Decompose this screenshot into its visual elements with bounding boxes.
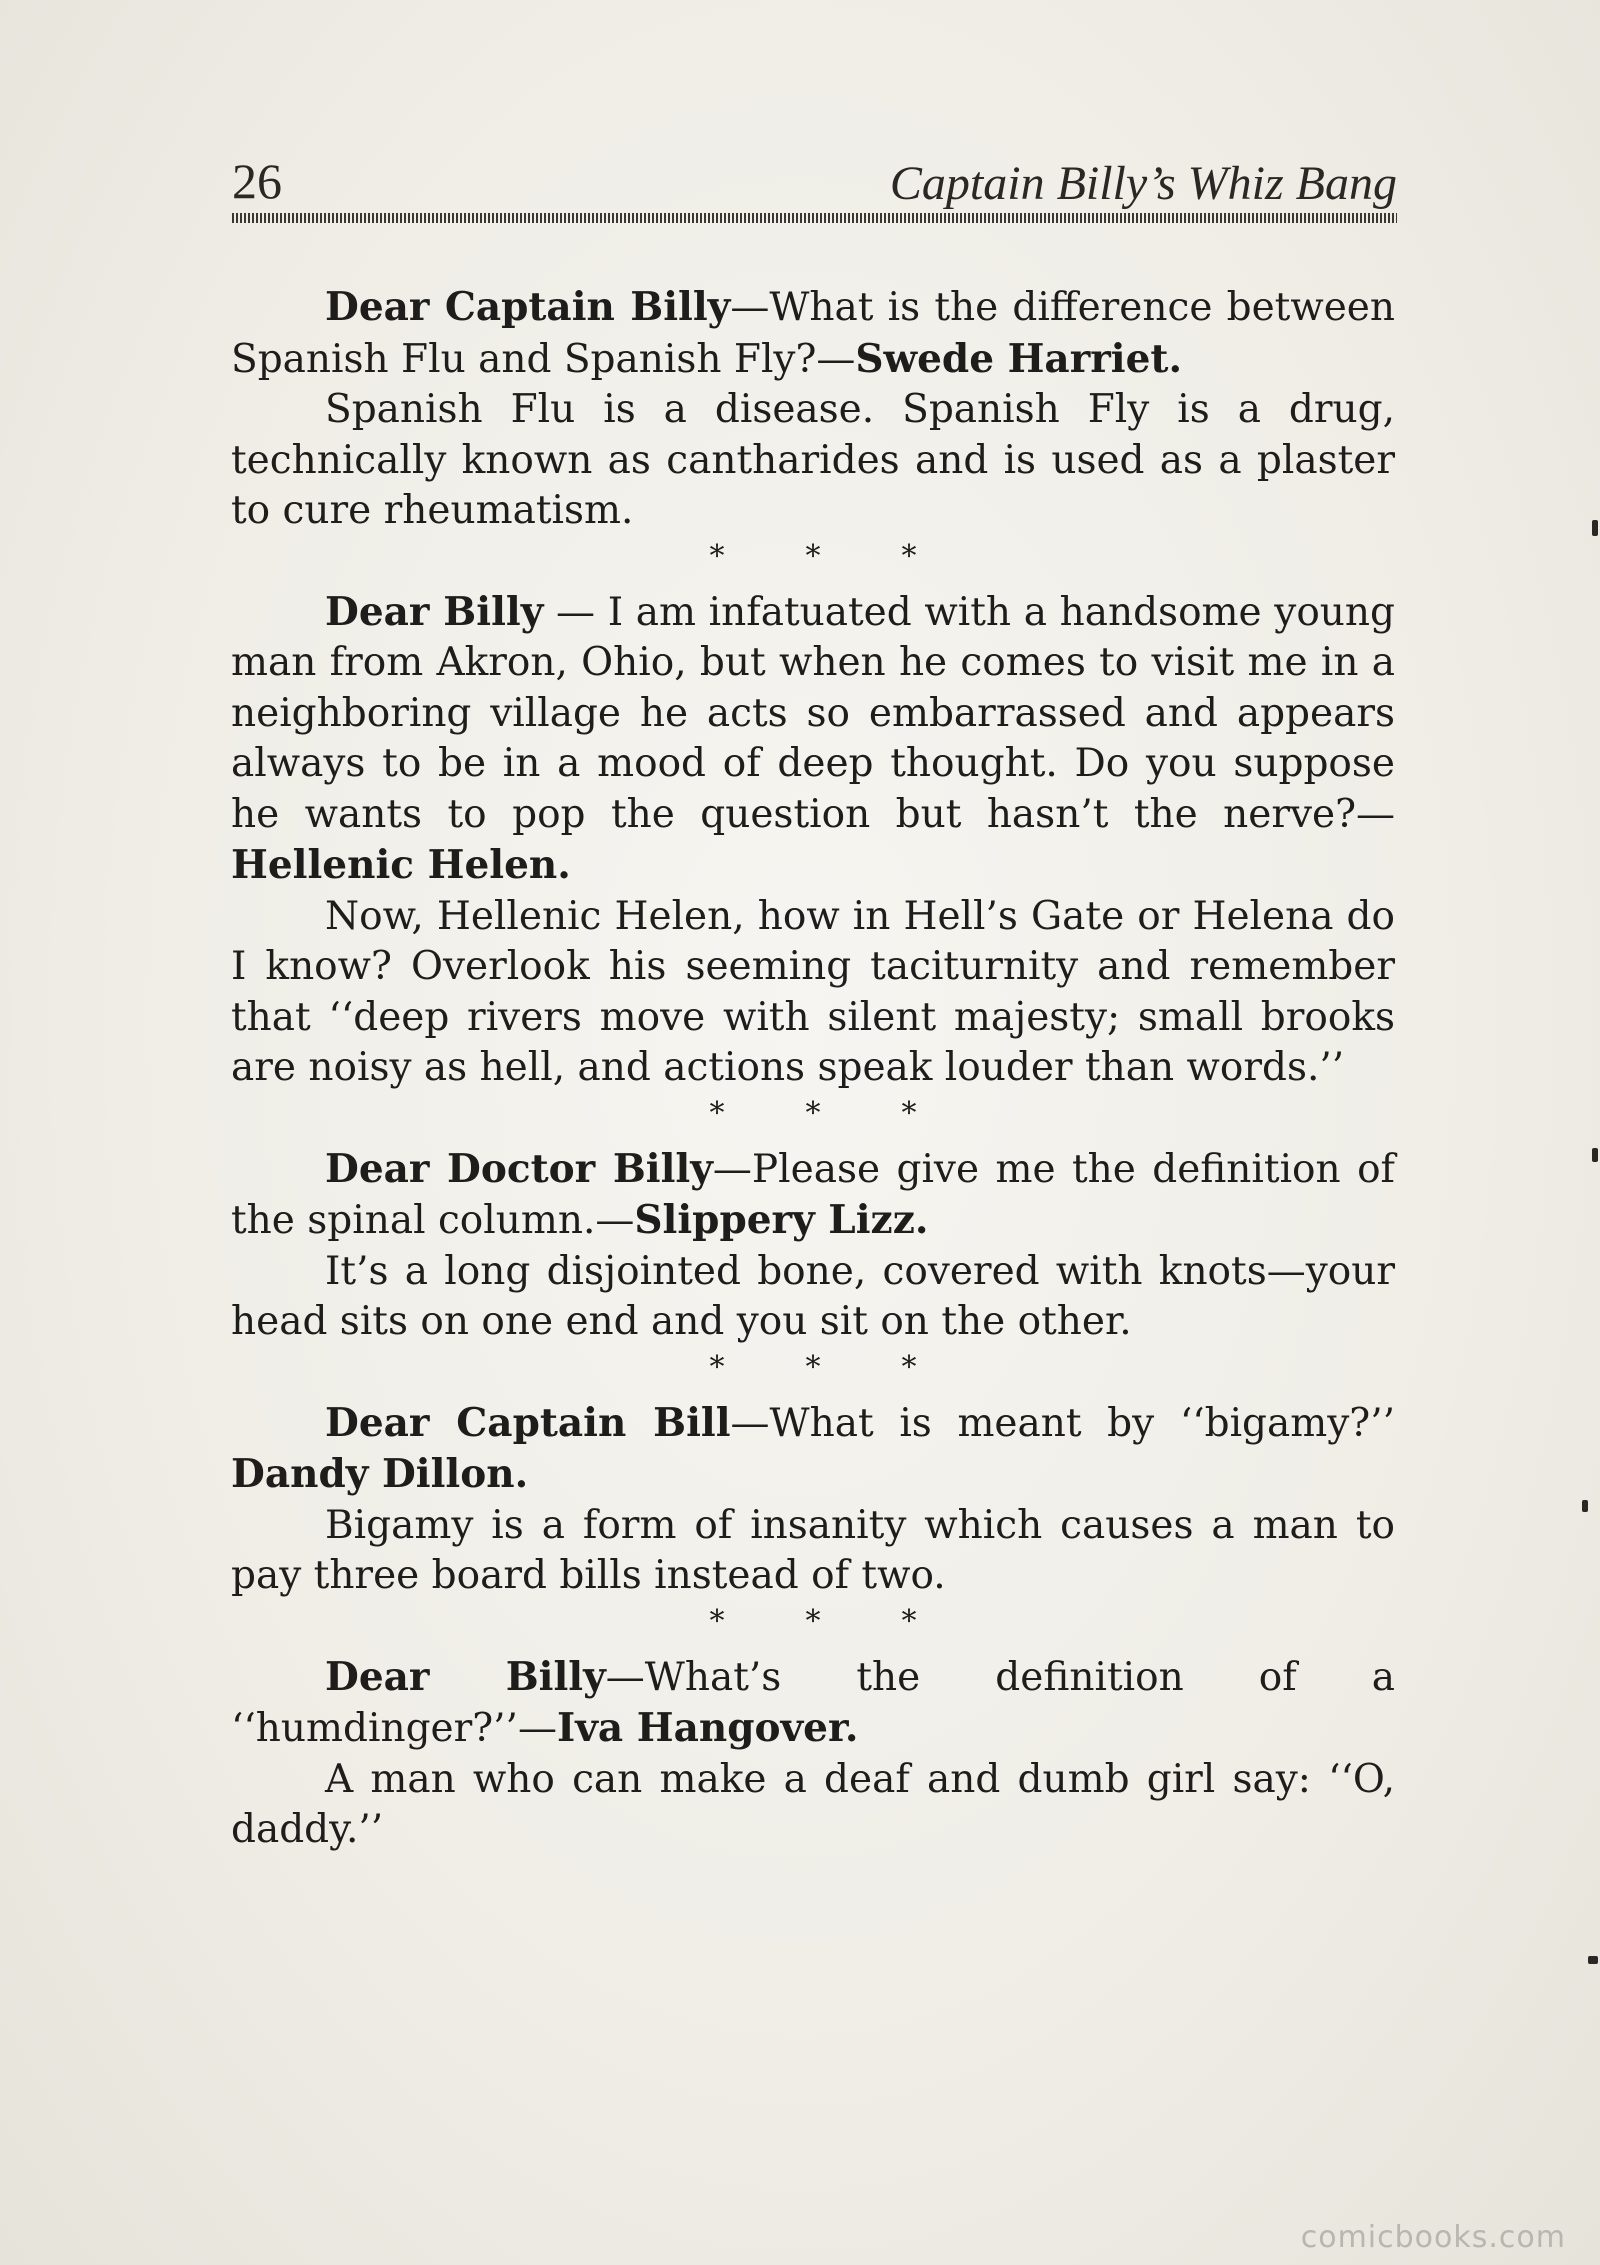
section-separator (231, 1348, 1395, 1388)
letter-item (231, 1398, 1395, 1602)
letter-answer: Bigamy is a form of insanity which causes a man to pay three board bills instead of two. (231, 1502, 1395, 1598)
letter-question-text: —What is the difference between Spanish Flu and Spanish Fly?— (231, 285, 1395, 382)
letter-item (231, 282, 1395, 537)
letter-question (231, 587, 1395, 892)
star-glyph: * (901, 1603, 917, 1639)
letter-question (231, 1144, 1395, 1247)
letter-answer: A man who can make a deaf and dumb girl say: ‘‘O, daddy.’’ (231, 1756, 1395, 1852)
star-glyph: * (805, 1095, 821, 1131)
letter-signature: Hellenic Helen. (231, 842, 571, 888)
star-glyph: * (709, 1603, 725, 1639)
running-title: Captain Billy’s Whiz Bang (889, 157, 1397, 210)
ink-speck (1588, 1956, 1598, 1964)
star-glyph: * (901, 1095, 917, 1131)
star-glyph: * (709, 538, 725, 574)
star-glyph: * (805, 1603, 821, 1639)
page-number: 26 (232, 153, 282, 209)
letter-salutation: Dear Billy (325, 1653, 606, 1700)
letter-item (231, 587, 1395, 1094)
letter-item (231, 1652, 1395, 1856)
letter-question (231, 1398, 1395, 1501)
section-separator (231, 537, 1395, 577)
letter-question-text: —Please give me the definition of the spinal column.— (231, 1146, 1395, 1243)
ink-speck (1582, 1500, 1588, 1512)
star-glyph: * (901, 538, 917, 574)
letter-question (231, 282, 1395, 385)
letter-answer: Now, Hellenic Helen, how in Hell’s Gate or Helena do I know? Overlook his seeming taciturnity and remember that ‘‘deep rivers move with silent majesty; small brooks are noisy as hell, and actions speak louder than words.’’ (231, 893, 1395, 1090)
letter-item (231, 1144, 1395, 1348)
letter-answer: It’s a long disjointed bone, covered with knots—your head sits on one end and you sit on the other. (231, 1248, 1395, 1344)
star-glyph: * (805, 1349, 821, 1385)
letter-signature: Swede Harriet. (855, 335, 1183, 382)
header-rule (232, 213, 1397, 223)
section-separator (231, 1094, 1395, 1134)
letter-signature: Slippery Lizz. (634, 1197, 929, 1243)
section-separator (231, 1602, 1395, 1642)
letter-salutation: Dear Billy (325, 588, 544, 635)
letter-salutation: Dear Captain Billy (325, 284, 731, 330)
star-glyph: * (709, 1095, 725, 1131)
star-glyph: * (901, 1349, 917, 1385)
letters-column (231, 282, 1395, 1856)
letter-signature: Iva Hangover. (556, 1705, 859, 1751)
letter-question-text: —What is meant by ‘‘bigamy?’’ (730, 1400, 1395, 1446)
letter-salutation: Dear Doctor Billy (325, 1145, 713, 1192)
letter-question (231, 1652, 1395, 1755)
letter-salutation: Dear Captain Bill (325, 1399, 731, 1446)
letter-question-text: — I am infatuated with a handsome young man from Akron, Ohio, but when he comes to visit me in a neighboring village he acts so embarrassed and appears always to be in a mood of deep thought. Do you suppose he wants to pop the question but hasn’t the nerve?— (231, 589, 1395, 837)
ink-speck (1592, 520, 1598, 536)
ink-speck (1592, 1148, 1598, 1162)
watermark-text: comicbooks.com (1300, 2220, 1566, 2255)
letter-question-text: —What’s the definition of a ‘‘humdinger?’’— (231, 1654, 1395, 1751)
letter-signature: Dandy Dillon. (231, 1451, 529, 1497)
star-glyph: * (805, 538, 821, 574)
letter-answer: Spanish Flu is a disease. Spanish Fly is a drug, technically known as cantharides and is used as a plaster to cure rheumatism. (231, 387, 1395, 533)
star-glyph: * (709, 1349, 725, 1385)
